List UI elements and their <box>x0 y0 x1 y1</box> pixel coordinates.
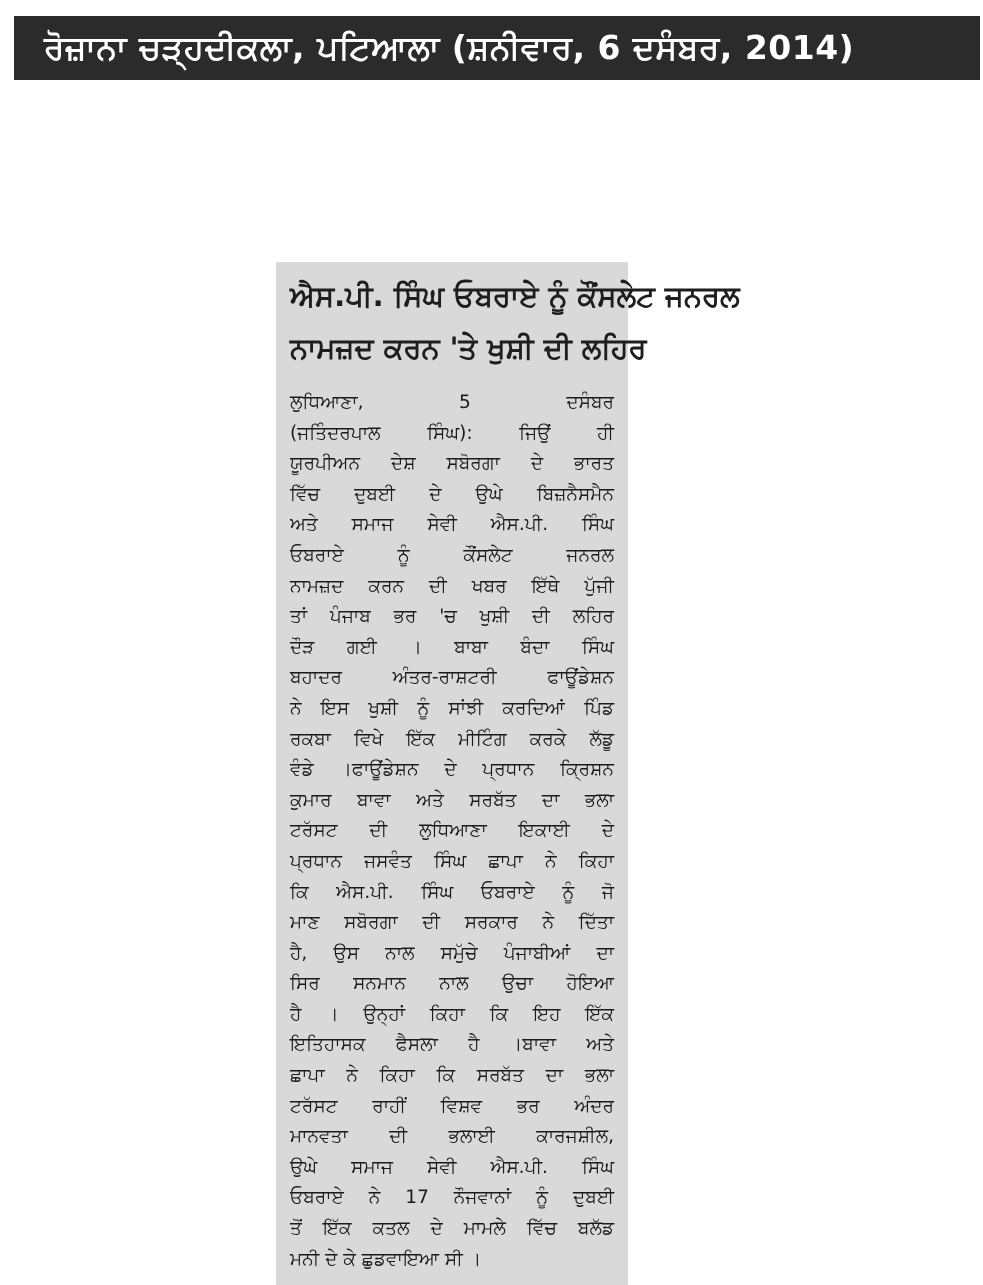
article-text-line: ਪ੍ਰਧਾਨ ਜਸਵੰਤ ਸਿੰਘ ਛਾਪਾ ਨੇ ਕਿਹਾ <box>290 850 614 872</box>
article-text-line: ਰਕਬਾ ਵਿਖੇ ਇੱਕ ਮੀਟਿੰਗ ਕਰਕੇ ਲੱਡੂ <box>290 728 614 750</box>
article-text-line: ਮਾਨਵਤਾ ਦੀ ਭਲਾਈ ਕਾਰਜਸ਼ੀਲ, <box>290 1126 614 1148</box>
article-text-line: ਵਿੱਚ ਦੁਬਈ ਦੇ ਉਘੇ ਬਿਜ਼ਨੈਸਮੈਨ <box>290 483 614 505</box>
headline-line: ਨਾਮਜ਼ਦ ਕਰਨ 'ਤੇ ਖੁਸ਼ੀ ਦੀ ਲਹਿਰ <box>290 331 647 365</box>
article-text-line: ਸਿਰ ਸਨਮਾਨ ਨਾਲ ਉਚਾ ਹੋਇਆ <box>290 973 614 995</box>
article-headline <box>290 270 740 374</box>
article-text-line: ਛਾਪਾ ਨੇ ਕਿਹਾ ਕਿ ਸਰਬੱਤ ਦਾ ਭਲਾ <box>290 1065 614 1087</box>
article-text-line: ਯੂਰਪੀਅਨ ਦੇਸ਼ ਸਬੋਰਗਾ ਦੇ ਭਾਰਤ <box>290 453 614 475</box>
article-text-line: ਕਿ ਐਸ.ਪੀ. ਸਿੰਘ ਓਬਰਾਏ ਨੂੰ ਜੋ <box>290 881 614 903</box>
headline-line: ਐਸ.ਪੀ. ਸਿੰਘ ਓਬਰਾਏ ਨੂੰ ਕੌਂਸਲੇਟ ਜਨਰਲ <box>290 279 740 313</box>
article-text-line: ਓਬਰਾਏ ਨੂੰ ਕੌਂਸਲੇਟ ਜਨਰਲ <box>290 544 614 566</box>
article-text-line: ਨੇ ਇਸ ਖੁਸ਼ੀ ਨੂੰ ਸਾਂਝੀ ਕਰਦਿਆਂ ਪਿੰਡ <box>290 697 614 719</box>
article-text-line: (ਜਤਿੰਦਰਪਾਲ ਸਿੰਘ): ਜਿਉਂ ਹੀ <box>290 422 614 444</box>
article-text-line: ਕੁਮਾਰ ਬਾਵਾ ਅਤੇ ਸਰਬੱਤ ਦਾ ਭਲਾ <box>290 789 614 811</box>
article-text-line: ਮਾਣ ਸਬੋਰਗਾ ਦੀ ਸਰਕਾਰ ਨੇ ਦਿੱਤਾ <box>290 912 614 934</box>
article-body <box>290 388 614 1275</box>
newspaper-masthead: ਰੋਜ਼ਾਨਾ ਚੜ੍ਹਦੀਕਲਾ, ਪਟਿਆਲਾ (ਸ਼ਨੀਵਾਰ, 6 ਦਸੰਬਰ, 2014) <box>14 16 980 80</box>
article-text-line: ਨਾਮਜ਼ਦ ਕਰਨ ਦੀ ਖਬਰ ਇੱਥੇ ਪੁੱਜੀ <box>290 575 614 597</box>
article-text-line: ਟਰੱਸਟ ਰਾਹੀਂ ਵਿਸ਼ਵ ਭਰ ਅੰਦਰ <box>290 1095 614 1117</box>
news-clipping <box>276 262 740 1285</box>
article-text-line: ਮਨੀ ਦੇ ਕੇ ਛੁਡਵਾਇਆ ਸੀ । <box>290 1248 482 1270</box>
article-dateline: ਲੁਧਿਆਣਾ, 5 ਦਸੰਬਰ <box>290 392 614 413</box>
article-text-line: ਟਰੱਸਟ ਦੀ ਲੁਧਿਆਣਾ ਇਕਾਈ ਦੇ <box>290 820 614 842</box>
article-text-line: ਇਤਿਹਾਸਕ ਫੈਸਲਾ ਹੈ ।ਬਾਵਾ ਅਤੇ <box>290 1034 614 1056</box>
article-text-line: ਹੈ, ਉਸ ਨਾਲ ਸਮੁੱਚੇ ਪੰਜਾਬੀਆਂ ਦਾ <box>290 942 614 964</box>
article-text-line: ਤੋਂ ਇੱਕ ਕਤਲ ਦੇ ਮਾਮਲੇ ਵਿੱਚ ਬਲੱਡ <box>290 1218 614 1240</box>
article-text-line: ਅਤੇ ਸਮਾਜ ਸੇਵੀ ਐਸ.ਪੀ. ਸਿੰਘ <box>290 514 614 536</box>
article-text-line: ਤਾਂ ਪੰਜਾਬ ਭਰ 'ਚ ਖੁਸ਼ੀ ਦੀ ਲਹਿਰ <box>290 606 614 628</box>
article-text-line: ਉਘੇ ਸਮਾਜ ਸੇਵੀ ਐਸ.ਪੀ. ਸਿੰਘ <box>290 1156 614 1178</box>
article-text-line: ਓਬਰਾਏ ਨੇ 17 ਨੌਜਵਾਨਾਂ ਨੂੰ ਦੁਬਈ <box>290 1187 614 1209</box>
article-text-line: ਦੌੜ ਗਈ । ਬਾਬਾ ਬੰਦਾ ਸਿੰਘ <box>290 636 614 658</box>
article-text-line: ਵੰਡੇ ।ਫਾਊਂਡੇਸ਼ਨ ਦੇ ਪ੍ਰਧਾਨ ਕ੍ਰਿਸ਼ਨ <box>290 759 614 781</box>
article-text-line: ਬਹਾਦਰ ਅੰਤਰ-ਰਾਸ਼ਟਰੀ ਫਾਊਂਡੇਸ਼ਨ <box>290 667 614 689</box>
article-text-line: ਹੈ । ਉਨ੍ਹਾਂ ਕਿਹਾ ਕਿ ਇਹ ਇੱਕ <box>290 1003 614 1025</box>
